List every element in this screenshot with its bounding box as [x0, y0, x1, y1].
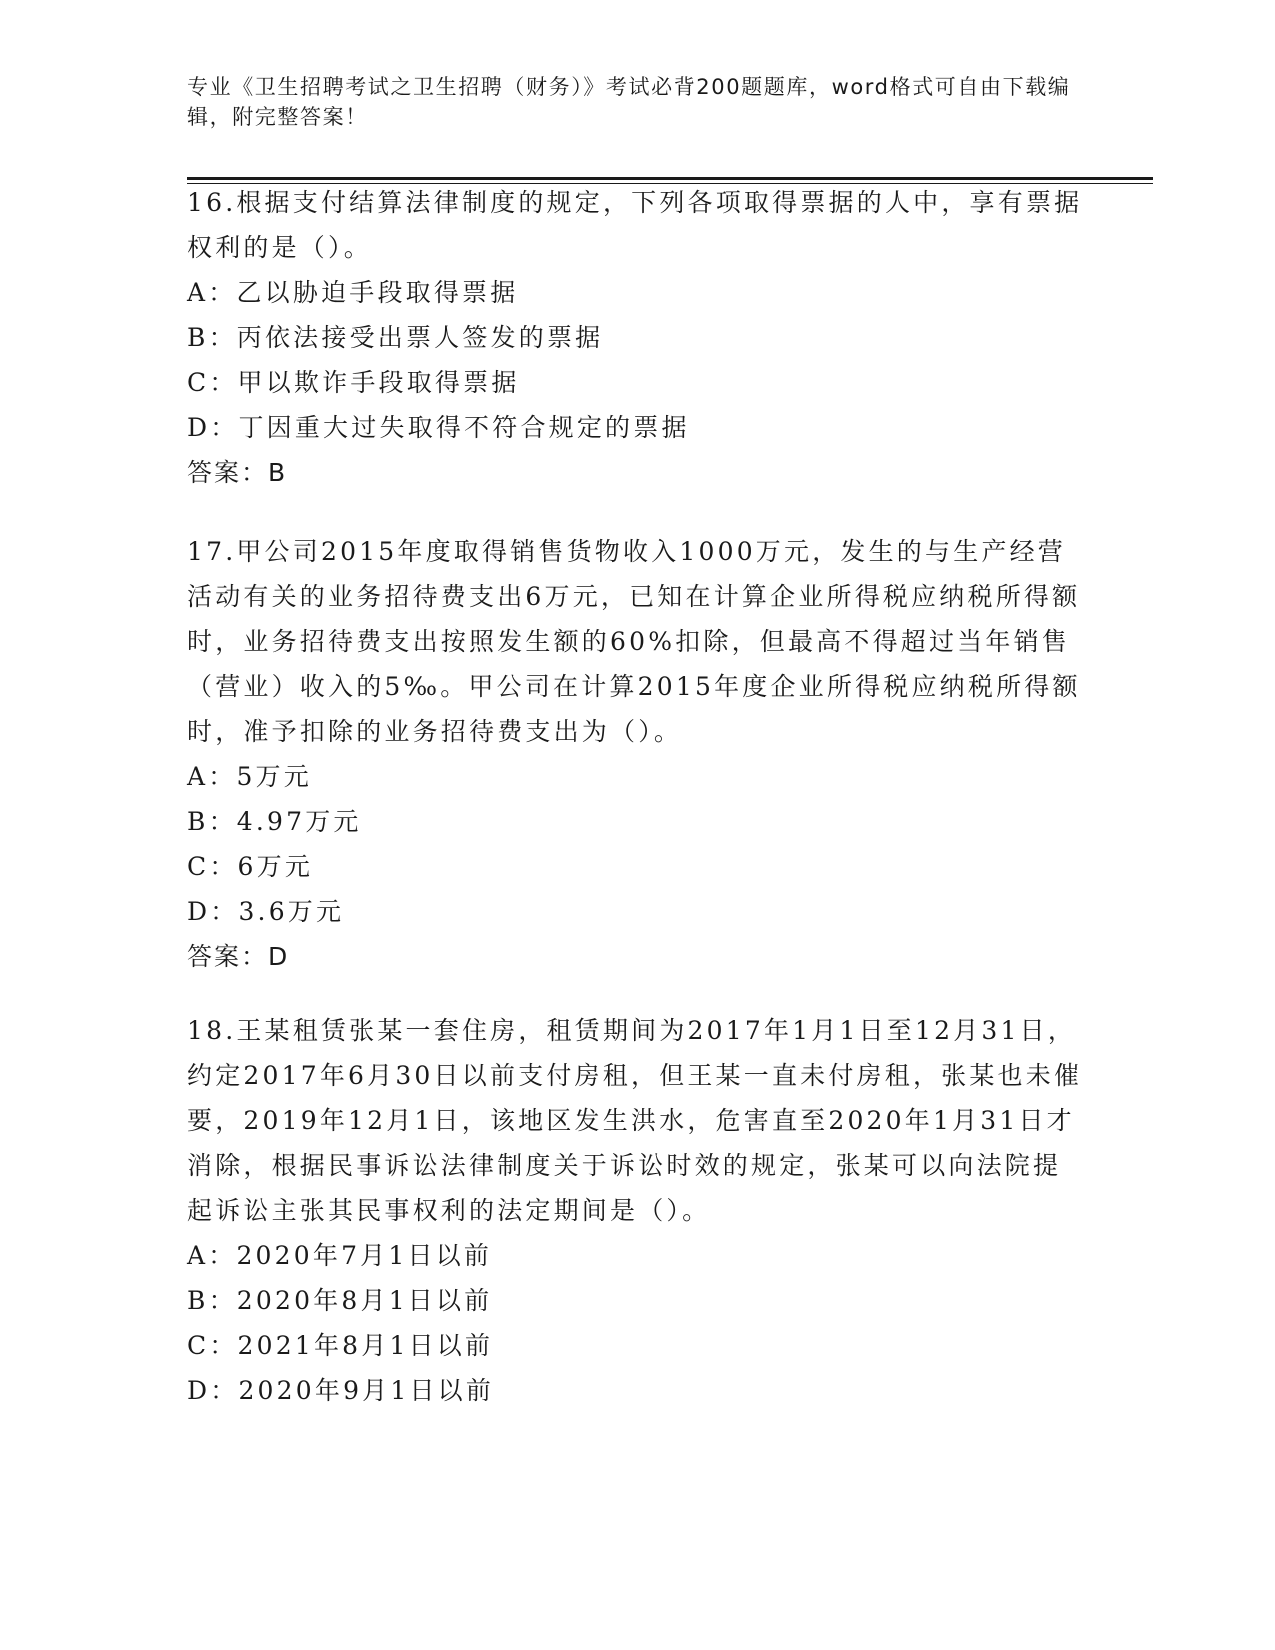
question-18 [187, 1008, 1087, 1413]
option-d: D：丁因重大过失取得不符合规定的票据 [187, 413, 690, 442]
option-a: A：5万元 [187, 762, 312, 791]
question-stem: 16.根据支付结算法律制度的规定，下列各项取得票据的人中，享有票据权利的是（）。 [187, 188, 1083, 262]
option-c: C：6万元 [187, 852, 314, 881]
option-b: B：4.97万元 [187, 807, 362, 836]
option-c: C：2021年8月1日以前 [187, 1331, 494, 1360]
option-a: A：乙以胁迫手段取得票据 [187, 278, 519, 307]
answer-line: 答案：B [187, 458, 288, 487]
option-d: D：2020年9月1日以前 [187, 1376, 495, 1405]
answer-line: 答案：D [187, 942, 290, 971]
question-stem: 17.甲公司2015年度取得销售货物收入1000万元，发生的与生产经营活动有关的业务招待费支出6万元，已知在计算企业所得税应纳税所得额时，业务招待费支出按照发生额的60%扣除，但最高不得超过当年销售（营业）收入的5‰。甲公司在计算2015年度企业所得税应纳税所得额时，准予扣除的业务招待费支出为（）。 [187, 537, 1081, 746]
option-b: B：2020年8月1日以前 [187, 1286, 493, 1315]
question-16 [187, 180, 1087, 495]
option-a: A：2020年7月1日以前 [187, 1241, 493, 1270]
option-d: D：3.6万元 [187, 897, 345, 926]
question-stem: 18.王某租赁张某一套住房，租赁期间为2017年1月1日至12月31日，约定2017年6月30日以前支付房租，但王某一直未付房租，张某也未催要，2019年12月1日，该地区发生洪水，危害直至2020年1月31日才消除，根据民事诉讼法律制度关于诉讼时效的规定，张某可以向法院提起诉讼主张其民事权利的法定期间是（）。 [187, 1016, 1083, 1225]
question-17 [187, 529, 1087, 979]
option-c: C：甲以欺诈手段取得票据 [187, 368, 520, 397]
option-b: B：丙依法接受出票人签发的票据 [187, 323, 604, 352]
document-header: 专业《卫生招聘考试之卫生招聘（财务）》考试必背200题题库，word格式可自由下载编辑，附完整答案！ [187, 75, 1071, 129]
